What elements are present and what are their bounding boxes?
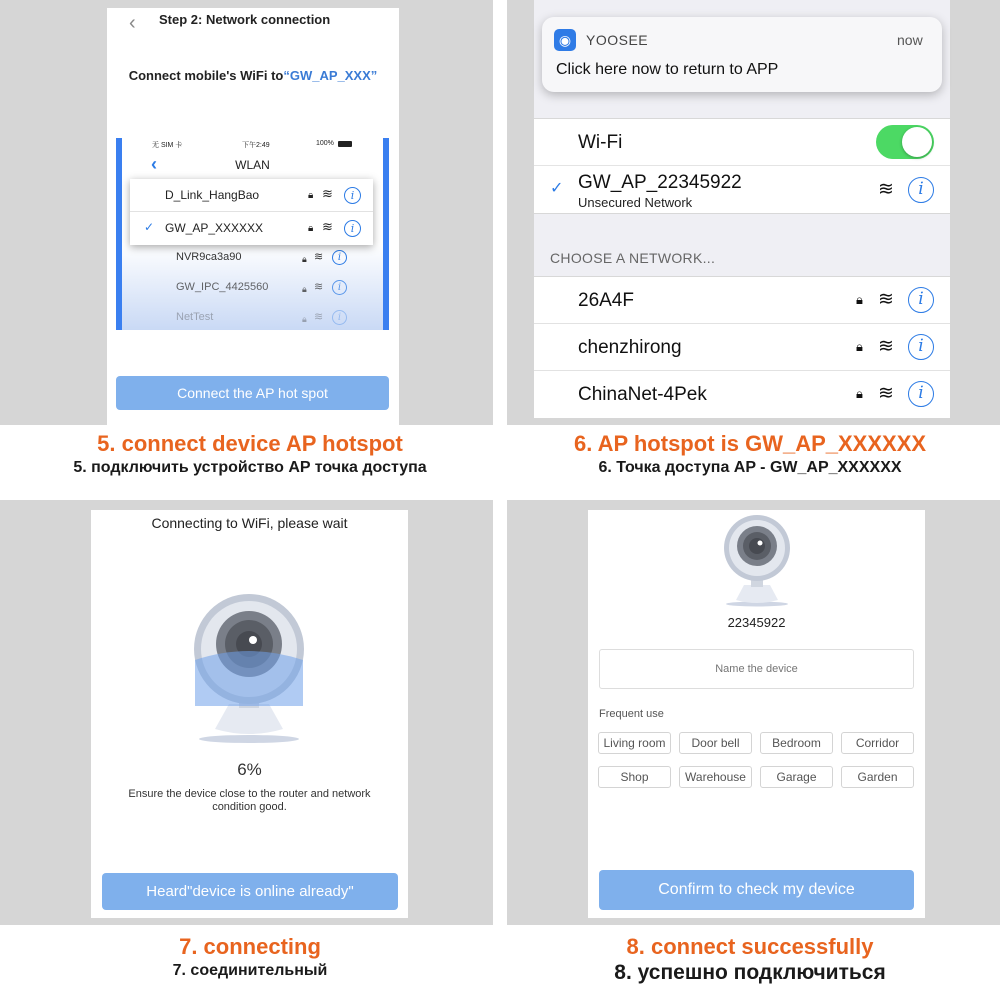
- wlan-row-network-3[interactable]: [146, 248, 351, 270]
- wlan-row-label: GW_AP_XXXXXX: [165, 221, 264, 235]
- info-icon[interactable]: i: [332, 310, 347, 325]
- notification-app-name: YOOSEE: [586, 32, 649, 48]
- wifi-icon: ≋: [878, 336, 894, 357]
- notification-banner[interactable]: [542, 17, 942, 92]
- device-name-input[interactable]: [599, 649, 914, 689]
- wlan-row-network-1[interactable]: [130, 179, 373, 212]
- caption-step7-ru: 7. соединительный: [172, 962, 328, 979]
- wifi-icon: ≋: [314, 311, 324, 323]
- wifi-icon: ≋: [878, 289, 894, 310]
- chip-corridor[interactable]: Corridor: [841, 732, 914, 754]
- instruction-text: [107, 68, 399, 83]
- wlan-row-network-2[interactable]: [130, 212, 373, 245]
- info-icon[interactable]: i: [344, 220, 361, 237]
- connected-ssid: GW_AP_22345922: [578, 172, 742, 193]
- online-already-button[interactable]: Heard"device is online already": [102, 873, 398, 910]
- yoosee-app-icon: ◉: [554, 29, 576, 51]
- notification-text: Click here now to return to APP: [556, 61, 779, 78]
- camera-icon: [722, 515, 792, 607]
- connect-ap-button[interactable]: Connect the AP hot spot: [116, 376, 389, 410]
- info-icon[interactable]: i: [908, 334, 934, 360]
- status-carrier: 无 SIM 卡: [152, 142, 183, 149]
- lock-icon: 🔒︎: [856, 292, 863, 307]
- chip-warehouse[interactable]: Warehouse: [679, 766, 752, 788]
- device-id: 22345922: [727, 615, 786, 630]
- chip-garden[interactable]: Garden: [841, 766, 914, 788]
- highlighted-network-card: [130, 179, 373, 245]
- info-icon[interactable]: i: [908, 287, 934, 313]
- caption-step6-en: 6. AP hotspot is GW_AP_XXXXXX: [573, 431, 927, 456]
- lock-icon: 🔒︎: [302, 314, 307, 324]
- chip-living-room[interactable]: Living room: [598, 732, 671, 754]
- wifi-icon: ≋: [314, 251, 324, 263]
- network-row-1[interactable]: [534, 277, 950, 324]
- lock-icon: 🔒︎: [302, 284, 307, 294]
- info-icon[interactable]: i: [332, 250, 347, 265]
- network-name: 26A4F: [578, 290, 634, 311]
- caption-step8-ru: 8. успешно подключиться: [614, 961, 886, 984]
- status-time: 下午2:49: [242, 142, 270, 149]
- info-icon[interactable]: i: [908, 177, 934, 203]
- wifi-icon: ≋: [878, 179, 894, 200]
- wifi-toggle[interactable]: [876, 125, 934, 159]
- wlan-row-label: D_Link_HangBao: [165, 188, 260, 202]
- progress-percent: 6%: [237, 760, 262, 779]
- caption-step6-ru: 6. Точка доступа AP - GW_AP_XXXXXX: [598, 459, 902, 476]
- network-row-3[interactable]: [534, 371, 950, 418]
- phone-screen-step7: [91, 510, 408, 918]
- info-icon[interactable]: i: [332, 280, 347, 295]
- connecting-title: Connecting to WiFi, please wait: [151, 515, 348, 531]
- confirm-device-button[interactable]: Confirm to check my device: [599, 870, 914, 910]
- choose-network-header: CHOOSE A NETWORK...: [550, 250, 716, 266]
- network-name: ChinaNet-4Pek: [578, 384, 707, 405]
- lock-icon: 🔒︎: [302, 254, 307, 264]
- wifi-toggle-row: [534, 118, 950, 166]
- lock-icon: 🔒︎: [856, 386, 863, 401]
- network-list: [534, 276, 950, 418]
- wifi-icon: ≋: [878, 383, 894, 404]
- wlan-title: WLAN: [235, 158, 270, 172]
- connected-network-row[interactable]: [534, 166, 950, 214]
- checkmark-icon: ✓: [144, 220, 155, 234]
- chip-garage[interactable]: Garage: [760, 766, 833, 788]
- caption-step8-en: 8. connect successfully: [626, 934, 874, 959]
- toggle-knob: [902, 127, 932, 157]
- caption-step5-ru: 5. подключить устройство AP точка доступа: [73, 459, 427, 476]
- lock-icon: 🔒︎: [856, 339, 863, 354]
- instruction-ssid: “GW_AP_XXX”: [283, 68, 378, 83]
- phone-screen-step8: [588, 510, 925, 918]
- battery-icon: [338, 141, 352, 147]
- checkmark-icon: ✓: [550, 180, 564, 197]
- instruction-prefix: Connect mobile's WiFi to: [128, 68, 284, 83]
- chip-door-bell[interactable]: Door bell: [679, 732, 752, 754]
- wlan-row-label: GW_IPC_4425560: [176, 281, 269, 293]
- phone-screen-step5: [107, 8, 399, 425]
- wlan-row-network-5[interactable]: [146, 308, 351, 330]
- lock-icon: 🔒︎: [308, 190, 314, 201]
- caption-step5-en: 5. connect device AP hotspot: [97, 431, 403, 456]
- hint-text: Ensure the device close to the router and network condition good.: [128, 788, 371, 813]
- network-name: chenzhirong: [578, 337, 682, 358]
- info-icon[interactable]: i: [908, 381, 934, 407]
- wifi-icon: ≋: [322, 186, 333, 201]
- wifi-icon: ≋: [314, 281, 324, 293]
- wlan-row-label: NVR9ca3a90: [176, 251, 242, 263]
- wlan-row-network-4[interactable]: [146, 278, 351, 300]
- page-title: Step 2: Network connection: [159, 12, 331, 27]
- status-battery: 100%: [316, 140, 334, 147]
- info-icon[interactable]: i: [344, 187, 361, 204]
- chip-shop[interactable]: Shop: [598, 766, 671, 788]
- back-chevron-icon[interactable]: ‹: [129, 12, 136, 34]
- caption-step7-en: 7. connecting: [179, 934, 321, 959]
- wifi-icon: ≋: [322, 219, 333, 234]
- camera-icon: [191, 594, 307, 744]
- wlan-row-label: NetTest: [176, 311, 214, 323]
- chip-bedroom[interactable]: Bedroom: [760, 732, 833, 754]
- wifi-label: Wi-Fi: [578, 132, 623, 153]
- frequent-use-label: Frequent use: [599, 708, 664, 720]
- connected-subtitle: Unsecured Network: [578, 195, 693, 210]
- notification-time: now: [897, 32, 923, 48]
- wlan-back-icon[interactable]: ‹: [151, 154, 157, 174]
- network-row-2[interactable]: [534, 324, 950, 371]
- lock-icon: 🔒︎: [308, 223, 314, 234]
